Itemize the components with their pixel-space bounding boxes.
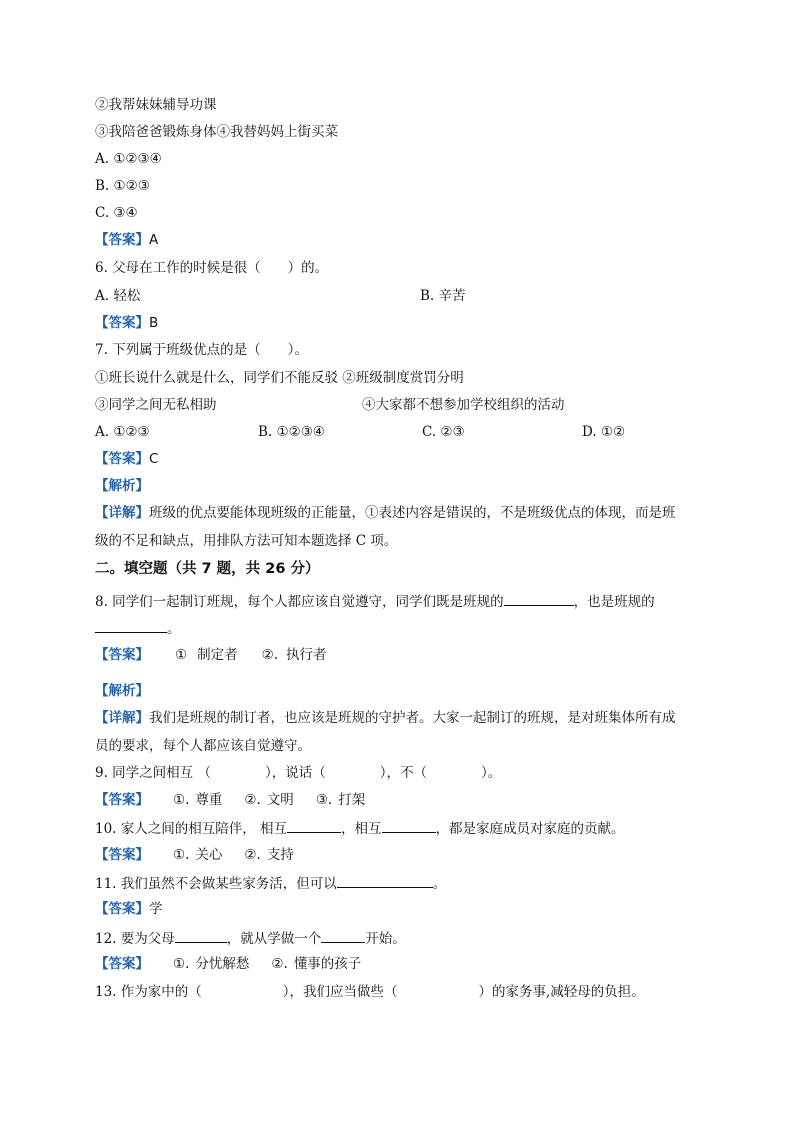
answer-tag: 【答案】 [95,451,149,467]
q8-analysis-tag [95,682,149,700]
q8-detail-line-1 [95,709,676,727]
answer-tag: 【答案】 [95,901,149,917]
answer-num-1: ①. [173,847,190,863]
answer-value-1: 尊重 [195,792,223,808]
answer-value-2: 执行者 [286,647,327,663]
q12-stem-part-1: 12. 要为父母 [95,931,175,947]
q6-stem: 6. 父母在工作的时候是很（ ）的。 [95,260,329,276]
answer-num-1: ①. [173,956,190,972]
q11-stem-part-2: 。 [432,876,447,892]
q6-answer [95,314,158,332]
answer-value-2: 支持 [266,847,294,863]
answer-tag: 【答案】 [95,232,149,248]
q5-option-b: B. ①②③ [95,178,150,194]
answer-value-3: 打架 [338,792,366,808]
fill-blank [337,873,433,888]
answer-value-1: 分忧解愁 [195,956,250,972]
q11-stem [95,873,446,893]
q7-option-b: B. ①②③④ [258,424,325,440]
fill-blank [287,818,341,833]
analysis-tag: 【解析】 [95,478,149,494]
answer-num-2: ②. [261,647,279,663]
answer-num-1: ① [175,647,188,663]
answer-tag: 【答案】 [95,315,149,331]
answer-tag: 【答案】 [95,792,149,808]
q5-option-c: C. ③④ [95,205,138,221]
q7-statement-3: ③同学之间无私相助 [95,397,217,413]
answer-tag: 【答案】 [95,647,149,663]
q10-answer [95,846,294,864]
q13-stem: 13. 作为家中的（ ），我们应当做些（ ）的家务事,减轻母的负担。 [95,984,645,1000]
q12-stem-part-2: ，就从学做一个 [226,931,322,947]
q6-option-b: B. 辛苦 [420,288,466,304]
answer-num-2: ②. [244,847,261,863]
q12-answer [95,955,361,973]
q5-item-3-4: ③我陪爸爸锻炼身体④我替妈妈上街买菜 [95,124,338,140]
q7-analysis-tag [95,477,149,495]
answer-tag: 【答案】 [95,847,149,863]
detail-text: 我们是班规的制订者，也应该是班规的守护者。大家一起制订的班规，是对班集体所有成 [149,710,676,726]
q7-statement-2: ②班级制度赏罚分明 [342,370,464,386]
answer-num-1: ①. [173,792,190,808]
fill-blank [504,591,574,606]
section-heading: 二。填空题（共 7 题，共 26 分） [95,561,320,577]
answer-value-2: 文明 [266,792,294,808]
fill-blank [175,928,227,943]
q7-option-a: A. ①②③ [95,424,150,440]
answer-num-3: ③. [315,792,333,808]
fill-blank [382,818,436,833]
answer-value: C [149,451,159,467]
q12-stem [95,928,406,948]
q8-stem-part-2: ，也是班规的 [573,594,655,610]
answer-value: B [149,315,159,331]
q8-stem-end: 。 [167,621,181,637]
q7-detail-line-2: 级的不足和缺点，用排队方法可知本题选择 C 项。 [95,533,398,549]
q7-option-c: C. ②③ [422,424,465,440]
q7-statements-1-2 [95,369,464,387]
fill-blank [321,928,365,943]
q8-stem-line-1 [95,591,655,611]
answer-value-1: 关心 [195,847,223,863]
q8-answer [95,646,327,664]
answer-value: 学 [149,901,163,917]
q9-stem: 9. 同学之间相互 （ ），说话（ ），不（ ）。 [95,765,502,781]
fill-blank [95,618,167,633]
q8-detail-line-2: 员的要求，每个人都应该自觉遵守。 [95,738,311,754]
q5-item-2: ②我帮妹妹辅导功课 [95,97,217,113]
answer-tag: 【答案】 [95,956,149,972]
q8-stem-part-1: 8. 同学们一起制订班规，每个人都应该自觉遵守，同学们既是班规的 [95,594,504,610]
q10-stem [95,818,625,838]
answer-value: A [149,232,159,248]
detail-tag: 【详解】 [95,505,149,521]
answer-num-2: ②. [244,792,261,808]
q5-option-a: A. ①②③④ [95,151,162,167]
q9-answer [95,791,365,809]
q7-option-d: D. ①② [582,424,626,440]
q8-stem-line-2 [95,618,181,638]
answer-value-2: 懂事的孩子 [293,956,362,972]
q10-stem-part-2: ，相互 [341,821,382,837]
detail-tag: 【详解】 [95,710,149,726]
q12-stem-part-3: 开始。 [365,931,406,947]
q5-answer [95,231,158,249]
q7-statement-1: ①班长说什么就是什么，同学们不能反驳 [95,370,338,386]
q7-answer [95,450,158,468]
q7-detail-line-1 [95,504,676,522]
q6-option-a: A. 轻松 [95,288,141,304]
answer-value-1: 制定者 [197,647,238,663]
q7-stem: 7. 下列属于班级优点的是（ ）。 [95,342,308,358]
answer-num-2: ②. [271,956,288,972]
q7-statement-4: ④大家都不想参加学校组织的活动 [362,397,565,413]
detail-text: 班级的优点要能体现班级的正能量，①表述内容是错误的，不是班级优点的体现，而是班 [149,505,676,521]
q11-stem-part-1: 11. 我们虽然不会做某些家务活，但可以 [95,876,337,892]
q11-answer [95,900,163,918]
q10-stem-part-3: ，都是家庭成员对家庭的贡献。 [435,821,625,837]
analysis-tag: 【解析】 [95,683,149,699]
q10-stem-part-1: 10. 家人之间的相互陪伴， 相互 [95,821,288,837]
